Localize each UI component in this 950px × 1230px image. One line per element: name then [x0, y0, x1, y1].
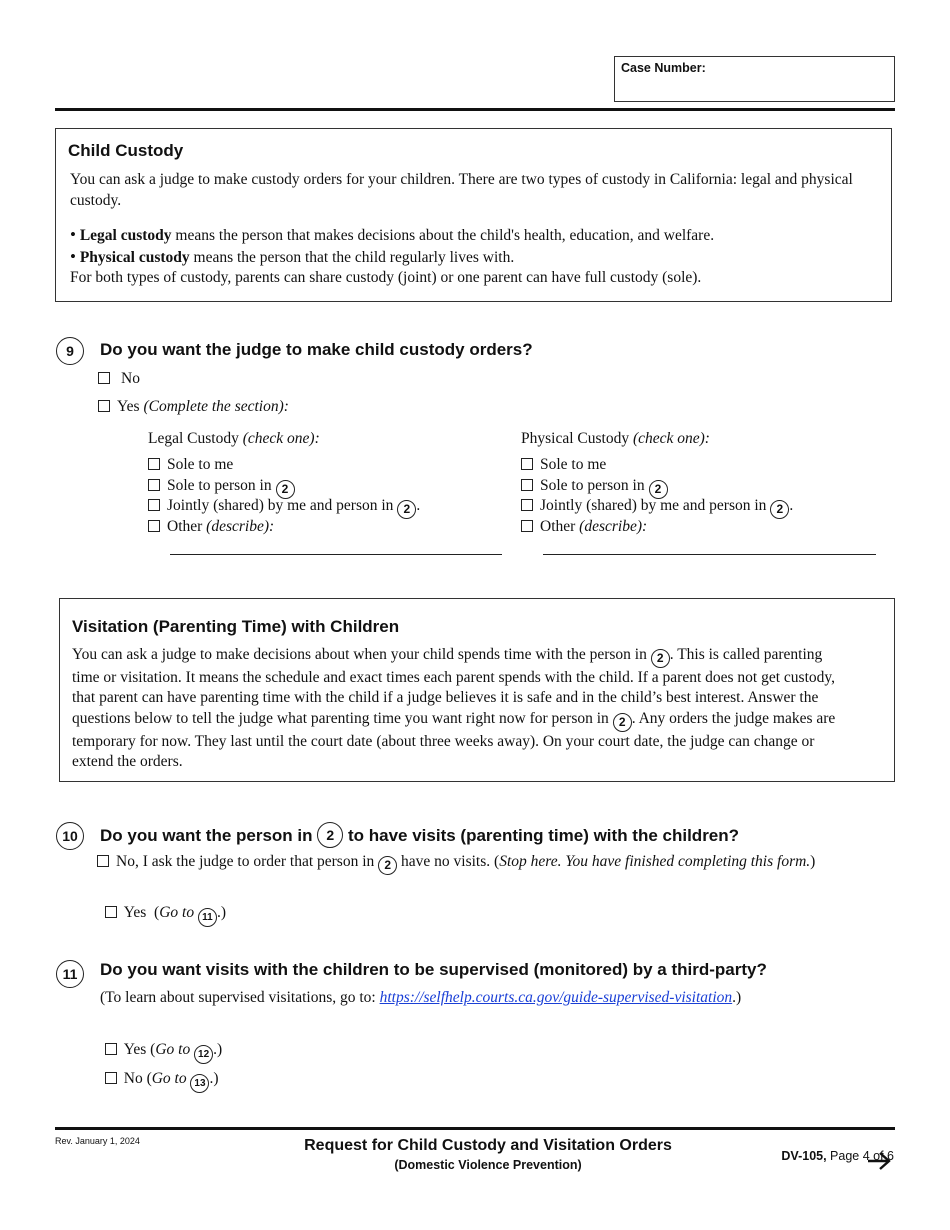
item-11-reference: 11	[198, 908, 217, 927]
legal-jointly-label: Jointly (shared) by me and person in	[167, 497, 394, 514]
q10-yes-option	[97, 882, 226, 927]
custody-info-box	[55, 128, 892, 302]
q9-yes-label: Yes	[117, 398, 140, 415]
item-2-reference: 2	[276, 480, 295, 499]
question-9-title: Do you want the judge to make child custody orders?	[100, 340, 533, 359]
q10-yes-checkbox[interactable]	[105, 906, 117, 918]
q9-yes-option	[98, 397, 289, 418]
q10-no-label: No, I ask the judge to order that person in	[116, 853, 375, 870]
item-2-reference: 2	[770, 500, 789, 519]
q11-yes-label: Yes (	[123, 1040, 156, 1058]
revision-date: Rev. January 1, 2024	[55, 1136, 140, 1146]
case-number-label: Case Number:	[621, 61, 706, 75]
q11-yes-go-to: Go to	[155, 1040, 191, 1058]
item-2-reference: 2	[651, 649, 670, 668]
q10-go-to: Go to	[159, 903, 195, 921]
visitation-info-box	[59, 598, 895, 782]
q11-learn-pre: (To learn about supervised visitations, go to:	[100, 989, 380, 1006]
form-id: DV-105,	[781, 1149, 827, 1163]
physical-sole-person-checkbox[interactable]	[521, 479, 533, 491]
legal-jointly-checkbox[interactable]	[148, 499, 160, 511]
q10-no-label-post: have no visits. (	[401, 853, 500, 870]
item-2-reference: 2	[649, 480, 668, 499]
q10-no-option	[97, 852, 815, 875]
legal-sole-me-option	[148, 455, 233, 476]
legal-sole-me-checkbox[interactable]	[148, 458, 160, 470]
right-arrow-icon	[866, 1150, 892, 1177]
bullet-icon: •	[70, 247, 76, 266]
header-rule	[55, 108, 895, 111]
item-2-reference: 2	[397, 500, 416, 519]
visitation-box-title: Visitation (Parenting Time) with Children	[72, 617, 400, 636]
q9-no-label: No	[121, 370, 140, 387]
item-2-reference: 2	[317, 822, 343, 848]
q10-no-checkbox[interactable]	[97, 855, 109, 867]
legal-sole-person-label: Sole to person in	[167, 477, 272, 494]
physical-other-describe: (describe):	[579, 518, 648, 535]
item-12-reference: 12	[194, 1045, 213, 1064]
visitation-text	[72, 645, 842, 773]
item-2-reference: 2	[378, 856, 397, 875]
q11-no-close: .)	[209, 1069, 219, 1087]
question-11-number: 11	[56, 960, 84, 988]
custody-intro: You can ask a judge to make custody orders for your children. There are two types of custody in California: legal and physical custody.	[70, 171, 853, 209]
form-title: Request for Child Custody and Visitation Orders	[304, 1137, 672, 1154]
custody-box-title: Child Custody	[68, 141, 184, 160]
bullet-icon: •	[70, 225, 76, 244]
question-11-title: Do you want visits with the children to be supervised (monitored) by a third-party?	[100, 960, 767, 979]
item-13-reference: 13	[190, 1074, 209, 1093]
legal-other-checkbox[interactable]	[148, 520, 160, 532]
item-2-reference: 2	[613, 713, 632, 732]
page-number: Page 4 of 6	[826, 1149, 894, 1163]
footer-rule	[55, 1127, 895, 1130]
legal-other-label: Other	[167, 518, 203, 535]
q10-title-post: to have visits (parenting time) with the children?	[347, 826, 740, 845]
q10-no-close: )	[810, 853, 816, 870]
q11-no-label: No (	[123, 1069, 152, 1087]
custody-bullet-legal	[70, 224, 880, 246]
check-one-note: (check one):	[632, 430, 710, 447]
q9-yes-note: (Complete the section):	[143, 398, 289, 415]
physical-sole-me-option	[521, 455, 606, 476]
question-10-number: 10	[56, 822, 84, 850]
visitation-text-part2: . This is called parenting time or visitation. It means the schedule and exact times each parent spends with the child. If a parent does not get custody, that parent can have parenting time with the child if a judge believes it is safe and in the child’s best interest. Answer the questions below to tell the judge what parenting time you want right now for person in	[72, 646, 836, 727]
custody-bullet-physical	[70, 246, 880, 268]
physical-custody-heading	[521, 429, 710, 450]
physical-jointly-checkbox[interactable]	[521, 499, 533, 511]
physical-jointly-option: Jointly (shared) by me and person in 2 .	[521, 496, 793, 519]
legal-other-option	[148, 517, 274, 538]
q9-no-option	[98, 369, 140, 390]
q11-no-checkbox[interactable]	[105, 1072, 117, 1084]
legal-jointly-option: Jointly (shared) by me and person in 2 .	[148, 496, 420, 519]
case-number-box[interactable]	[614, 56, 895, 102]
physical-jointly-label: Jointly (shared) by me and person in	[540, 497, 767, 514]
physical-other-label: Other	[540, 518, 576, 535]
q10-yes-label: Yes (	[123, 903, 160, 921]
legal-sole-me-label: Sole to me	[167, 456, 234, 473]
legal-custody-term: Legal custody	[79, 227, 172, 244]
supervised-visitation-link[interactable]: https://selfhelp.courts.ca.gov/guide-supervised-visitation	[379, 989, 733, 1006]
question-9-number: 9	[56, 337, 84, 365]
physical-custody-label: Physical Custody	[521, 430, 630, 447]
question-10-title	[100, 822, 739, 848]
physical-other-input[interactable]	[543, 554, 876, 555]
q11-yes-close: .)	[213, 1040, 223, 1058]
q9-yes-checkbox[interactable]	[98, 400, 110, 412]
q11-no-go-to: Go to	[151, 1069, 187, 1087]
visitation-text-part1: You can ask a judge to make decisions about when your child spends time with the person in	[72, 646, 647, 663]
legal-custody-heading	[148, 429, 320, 450]
q11-learn-more	[100, 988, 741, 1009]
physical-other-checkbox[interactable]	[521, 520, 533, 532]
physical-other-option	[521, 517, 647, 538]
q11-no-option	[97, 1048, 219, 1093]
physical-sole-me-label: Sole to me	[540, 456, 607, 473]
legal-custody-label: Legal Custody	[148, 430, 239, 447]
visitation-text-part3: . Any orders the judge makes are temporary for now. They last until the court date (about three weeks away). On your court date, the judge can change or extend the orders.	[72, 709, 836, 771]
legal-other-input[interactable]	[170, 554, 502, 555]
physical-custody-text: means the person that the child regularly lives with.	[189, 249, 515, 266]
physical-custody-term: Physical custody	[79, 249, 190, 266]
legal-sole-person-checkbox[interactable]	[148, 479, 160, 491]
check-one-note: (check one):	[242, 430, 320, 447]
q10-yes-close: .)	[216, 903, 227, 921]
q11-learn-post: .)	[732, 989, 742, 1006]
legal-other-describe: (describe):	[206, 518, 275, 535]
q9-no-checkbox[interactable]	[98, 372, 110, 384]
q10-title-pre: Do you want the person in	[100, 826, 313, 845]
form-subtitle: (Domestic Violence Prevention)	[394, 1158, 582, 1172]
physical-sole-me-checkbox[interactable]	[521, 458, 533, 470]
legal-custody-text: means the person that makes decisions about the child's health, education, and welfare.	[171, 227, 715, 244]
custody-footer-text: For both types of custody, parents can share custody (joint) or one parent can have full custody (sole).	[70, 269, 702, 286]
q10-no-stop-note: Stop here. You have finished completing this form.	[499, 853, 811, 870]
physical-sole-person-label: Sole to person in	[540, 477, 645, 494]
